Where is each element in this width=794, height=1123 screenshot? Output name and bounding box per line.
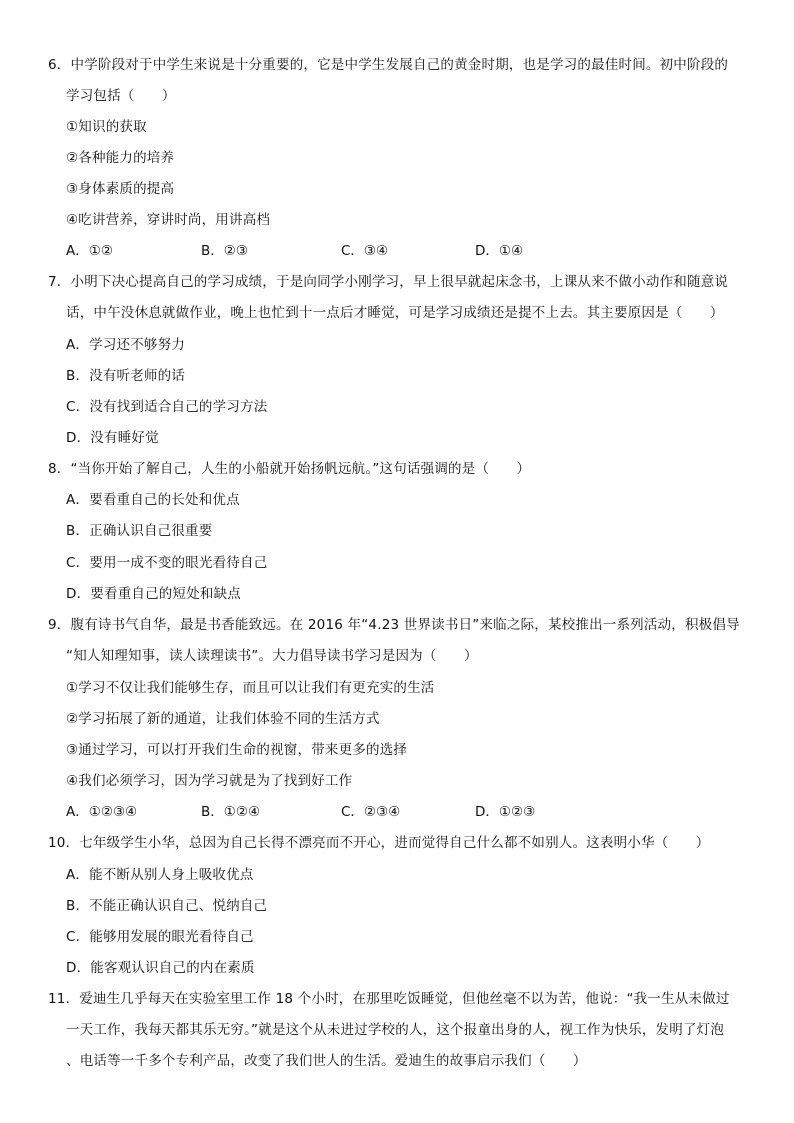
q6-item-4: ④吃讲营养，穿讲时尚，用讲高档	[66, 212, 271, 228]
q8-choice-d: D．要看重自己的短处和缺点	[66, 586, 241, 602]
q7-stem-line-2: 话，中午没休息就做作业，晚上也忙到十一点后才睡觉，可是学习成绩还是提不上去。其主要原因是（ ）	[66, 305, 724, 321]
q6-item-3: ③身体素质的提高	[66, 181, 175, 197]
q7-stem-line-1: 7．小明下决心提高自己的学习成绩，于是向同学小刚学习，早上很早就起床念书，上课从来不做小动作和随意说	[48, 274, 729, 290]
q10-choice-d: D．能客观认识自己的内在素质	[66, 960, 255, 976]
q9-item-2: ②学习拓展了新的通道，让我们体验不同的生活方式	[66, 711, 380, 727]
q7-choice-a: A．学习还不够努力	[66, 337, 186, 353]
q6-option-b: B．②③	[201, 243, 248, 259]
q6-item-2: ②各种能力的培养	[66, 150, 175, 166]
q9-option-a: A．①②③④	[66, 804, 138, 820]
q9-option-b: B．①②④	[201, 804, 261, 820]
q7-choice-d: D．没有睡好觉	[66, 430, 159, 446]
q9-item-4: ④我们必须学习，因为学习就是为了找到好工作	[66, 773, 353, 789]
q10-stem-line-1: 10．七年级学生小华，总因为自己长得不漂亮而不开心，进而觉得自己什么都不如别人。这表明小华（ ）	[48, 835, 710, 851]
q6-option-a: A．①②	[66, 243, 113, 259]
q11-stem-line-1: 11．爱迪生几乎每天在实验室里工作 18 个小时，在那里吃饭睡觉，但他丝毫不以为苦，他说：“我一生从未做过	[48, 991, 730, 1007]
q9-options	[66, 802, 535, 822]
q10-choice-c: C．能够用发展的眼光看待自己	[66, 929, 254, 945]
q11-stem-line-2: 一天工作，我每天都其乐无穷。”就是这个从未进过学校的人，这个报童出身的人，视工作为快乐，发明了灯泡	[66, 1022, 725, 1038]
q6-stem-line-1: 6．中学阶段对于中学生来说是十分重要的，它是中学生发展自己的黄金时期，也是学习的最佳时间。初中阶段的	[48, 57, 729, 73]
q8-choice-b: B．正确认识自己很重要	[66, 523, 213, 539]
q7-choice-c: C．没有找到适合自己的学习方法	[66, 399, 268, 415]
q7-choice-b: B．没有听老师的话	[66, 368, 186, 384]
q8-stem-line-1: 8．“当你开始了解自己，人生的小船就开始扬帆远航。”这句话强调的是（ ）	[48, 461, 531, 477]
q9-stem-line-1: 9．腹有诗书气自华，最是书香能致远。在 2016 年“4.23 世界读书日”来临之际，某校推出一系列活动，积极倡导	[48, 617, 740, 633]
q9-item-3: ③通过学习，可以打开我们生命的视窗，带来更多的选择	[66, 742, 408, 758]
q6-option-c: C．③④	[341, 243, 389, 259]
q6-options	[66, 241, 523, 261]
q10-choice-b: B．不能正确认识自己、悦纳自己	[66, 898, 268, 914]
q6-option-d: D．①④	[475, 243, 524, 259]
q9-stem-line-2: “知人知理知事，读人读理读书”。大力倡导读书学习是因为（ ）	[66, 648, 478, 664]
q8-choice-c: C．要用一成不变的眼光看待自己	[66, 555, 268, 571]
q8-choice-a: A．要看重自己的长处和优点	[66, 492, 240, 508]
q6-item-1: ①知识的获取	[66, 119, 147, 135]
q9-option-d: D．①②③	[475, 804, 536, 820]
q11-stem-line-3: 、电话等一千多个专利产品，改变了我们世人的生活。爱迪生的故事启示我们（ ）	[66, 1053, 587, 1069]
q9-item-1: ①学习不仅让我们能够生存，而且可以让我们有更充实的生活	[66, 680, 435, 696]
q10-choice-a: A．能不断从别人身上吸收优点	[66, 867, 254, 883]
q9-option-c: C．②③④	[341, 804, 401, 820]
q6-stem-line-2: 学习包括（ ）	[66, 88, 176, 104]
